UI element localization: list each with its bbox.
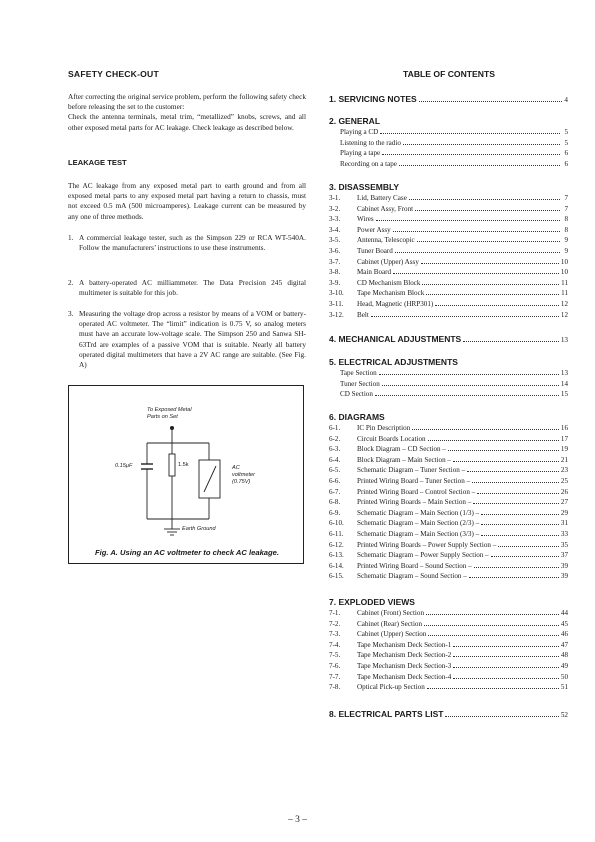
toc-entry-number: 6-14. — [329, 561, 344, 570]
voltmeter-body — [199, 460, 220, 498]
leader-dots — [382, 385, 559, 386]
leader-dots — [371, 316, 559, 317]
leader-dots — [453, 656, 559, 657]
toc-entry-page: 6 — [564, 159, 568, 168]
toc-entry-number: 3-9. — [329, 278, 341, 287]
toc-entry-number: 7-2. — [329, 619, 341, 628]
toc-section-3-heading: 3. DISASSEMBLY — [329, 182, 400, 192]
toc-entry-number: 6-9. — [329, 508, 341, 517]
figure-caption: Fig. A. Using an AC voltmeter to check AC leakage. — [95, 548, 279, 557]
toc-entry-number: 6-11. — [329, 530, 344, 538]
toc-entry-number: 6-2. — [329, 434, 341, 443]
toc-entry-number: 6-5. — [329, 466, 341, 475]
leader-dots — [424, 625, 559, 626]
toc-entry[interactable] — [329, 661, 568, 671]
toc-entry[interactable] — [329, 640, 568, 650]
toc-entry-number: 7-7. — [329, 672, 341, 681]
toc-entry-label: Head, Magnetic (HRP301) — [357, 300, 434, 308]
toc-entry-number: 6-1. — [329, 424, 341, 432]
toc-entry-label: Recording on a tape — [340, 159, 397, 168]
toc-entry-page: 51 — [560, 683, 568, 692]
toc-section-8[interactable]: 8. ELECTRICAL PARTS LIST 52 — [329, 709, 568, 719]
toc-entry-page: 27 — [560, 498, 568, 507]
toc-entry-number: 3-11. — [329, 300, 344, 308]
leader-dots — [409, 199, 560, 200]
toc-entry-number: 6-8. — [329, 498, 341, 507]
toc-title: TABLE OF CONTENTS — [403, 69, 495, 79]
leader-dots — [415, 210, 560, 211]
toc-entry-number: 3-1. — [329, 194, 341, 202]
leader-dots — [469, 577, 559, 578]
toc-entry-page: 35 — [560, 540, 568, 549]
toc-entry-label: IC Pin Description — [357, 424, 411, 432]
toc-entry-number: 6-12. — [329, 540, 344, 549]
toc-entry-number: 7-5. — [329, 651, 341, 660]
leader-dots — [453, 678, 559, 679]
toc-entry-page: 5 — [564, 138, 568, 147]
toc-entry-label: Printed Wiring Board – Control Section – — [357, 487, 476, 496]
intro-text-2: Check the antenna terminals, metal trim, “metallized” knobs, screws, and all other exposed metal parts for AC leakage. Check leakage as described below. — [68, 112, 306, 132]
toc-entry[interactable] — [329, 487, 568, 497]
toc-entry-label: Tape Mechanism Block — [357, 289, 425, 298]
toc-entry-page: 33 — [560, 530, 568, 538]
toc-entry[interactable] — [329, 193, 568, 203]
toc-entry-page: 9 — [564, 247, 568, 255]
toc-entry-label: Cabinet (Upper) Section — [357, 630, 427, 639]
leader-dots — [448, 450, 559, 451]
toc-entry-page: 31 — [560, 519, 568, 528]
capacitor-label: 0.15μF — [115, 463, 133, 469]
toc-entry[interactable] — [329, 682, 568, 692]
method-text: A commercial leakage tester, such as the Simpson 229 or RCA WT-540A. Follow the manufacturers’ instructions to use these instruments. — [79, 233, 306, 253]
toc-entry-number: 7-1. — [329, 609, 341, 617]
toc-entry[interactable] — [329, 476, 568, 486]
safety-checkout-title: SAFETY CHECK-OUT — [68, 69, 159, 79]
toc-entry-label: Cabinet Assy, Front — [357, 204, 414, 213]
leader-dots — [428, 635, 559, 636]
toc-entry-page: 7 — [564, 194, 568, 202]
toc-entry-label: Wires — [357, 215, 374, 224]
probe-point — [170, 426, 173, 429]
toc-entry[interactable] — [329, 608, 568, 618]
toc-entry[interactable] — [340, 379, 568, 389]
toc-entry-number: 3-3. — [329, 215, 341, 224]
toc-entry[interactable] — [329, 529, 568, 539]
toc-entry-page: 49 — [560, 662, 568, 670]
toc-entry-number: 3-12. — [329, 310, 344, 319]
toc-entry-page: 39 — [560, 561, 568, 570]
toc-entry[interactable] — [329, 550, 568, 560]
leader-dots — [399, 165, 560, 166]
toc-entry-page: 14 — [560, 379, 568, 388]
toc-entry-label: Playing a CD — [340, 128, 379, 136]
toc-entry[interactable] — [340, 138, 568, 148]
toc-entry[interactable] — [329, 257, 568, 267]
leader-dots — [403, 144, 560, 145]
leader-dots — [379, 374, 559, 375]
toc-entry[interactable] — [340, 368, 568, 378]
toc-entry-label: Antenna, Telescopic — [357, 236, 415, 245]
toc-entry-label: Belt — [357, 310, 369, 319]
toc-entry[interactable] — [329, 278, 568, 288]
toc-entry-page: 15 — [560, 390, 568, 399]
resistor-body — [169, 454, 175, 476]
toc-entry-page: 26 — [560, 487, 568, 496]
toc-entry-label: Tuner Section — [340, 379, 380, 388]
toc-entry-label: Tape Mechanism Deck Section-3 — [357, 662, 452, 670]
toc-entry-label: Printed Wiring Boards – Power Supply Section – — [357, 540, 497, 549]
toc-entry-number: 6-15. — [329, 572, 344, 581]
toc-entry-number: 6-10. — [329, 519, 344, 528]
leader-dots — [417, 241, 560, 242]
toc-entry-page: 11 — [561, 289, 568, 298]
toc-entry[interactable] — [329, 246, 568, 256]
toc-entry[interactable] — [329, 650, 568, 660]
toc-entry-label: Cabinet (Upper) Assy — [357, 257, 419, 266]
leader-dots — [498, 546, 559, 547]
leader-dots — [393, 273, 559, 274]
toc-entry-number: 7-6. — [329, 662, 341, 670]
toc-section-5-heading: 5. ELECTRICAL ADJUSTMENTS — [329, 357, 458, 367]
toc-entry-label: Listening to the radio — [340, 138, 401, 147]
toc-entry-label: Cabinet (Rear) Section — [357, 619, 423, 628]
page-number: – 3 – — [288, 815, 307, 825]
toc-entry-label: Schematic Diagram – Tuner Section – — [357, 466, 466, 475]
leakage-test-heading: LEAKAGE TEST — [68, 158, 127, 167]
toc-entry-page: 48 — [560, 651, 568, 660]
toc-entry-number: 6-7. — [329, 487, 341, 496]
toc-entry[interactable] — [329, 288, 568, 298]
toc-entry-page: 13 — [560, 369, 568, 377]
toc-entry-label: Printed Wiring Boards – Main Section – — [357, 498, 472, 507]
toc-entry-label: Printed Wiring Board – Sound Section – — [357, 561, 472, 570]
leader-dots — [481, 535, 559, 536]
leader-dots — [477, 493, 559, 494]
leader-dots — [380, 133, 560, 134]
method-item-1 — [68, 233, 306, 253]
method-text: Measuring the voltage drop across a resistor by means of a VOM or battery-operated AC voltmeter. The “limit” indication is 0.75 V, so analog meters must have an accurate low-voltage scale. The Simpson 250 and Sanwa SH-63Trd are examples of a passive VOM that is suitable. Nearly all battery operated digital multimeters that have a 2V AC range are suitable. (See Fig. A) — [79, 309, 306, 370]
toc-entry-page: 25 — [560, 477, 568, 485]
toc-section-6-heading: 6. DIAGRAMS — [329, 412, 385, 422]
toc-entry[interactable] — [329, 619, 568, 629]
leader-dots — [474, 567, 559, 568]
toc-entry-number: 3-5. — [329, 236, 341, 245]
toc-entry-number: 6-4. — [329, 455, 341, 464]
leader-dots — [453, 646, 559, 647]
leader-dots — [426, 294, 559, 295]
toc-entry-page: 12 — [560, 300, 568, 308]
toc-entry-number: 3-10. — [329, 289, 344, 298]
toc-entry-page: 29 — [560, 508, 568, 517]
toc-entry-number: 7-8. — [329, 683, 341, 692]
toc-entry-label: Tape Mechanism Deck Section-1 — [357, 640, 452, 649]
toc-entry-page: 50 — [560, 672, 568, 681]
toc-entry-label: CD Mechanism Block — [357, 278, 421, 287]
toc-entry-number: 6-6. — [329, 477, 341, 485]
toc-entry-label: Circuit Boards Location — [357, 434, 426, 443]
toc-entry[interactable] — [329, 497, 568, 507]
leader-dots — [428, 440, 559, 441]
toc-entry[interactable] — [329, 423, 568, 433]
toc-entry-page: 10 — [560, 257, 568, 266]
toc-entry-label: Schematic Diagram – Main Section (2/3) – — [357, 519, 480, 528]
toc-entry-page: 8 — [564, 215, 568, 224]
toc-entry-page: 46 — [560, 630, 568, 639]
toc-entry-page: 45 — [560, 619, 568, 628]
toc-entry-label: Schematic Diagram – Sound Section – — [357, 572, 467, 581]
toc-entry-page: 12 — [560, 310, 568, 319]
toc-entry[interactable] — [329, 214, 568, 224]
toc-entry-page: 6 — [564, 149, 568, 158]
toc-entry-label: Lid, Battery Case — [357, 194, 407, 202]
toc-entry[interactable] — [340, 127, 568, 137]
toc-entry[interactable] — [329, 540, 568, 550]
toc-entry[interactable] — [329, 672, 568, 682]
leader-dots — [393, 231, 560, 232]
toc-entry[interactable] — [329, 434, 568, 444]
toc-entry[interactable] — [329, 444, 568, 454]
intro-paragraph — [68, 92, 306, 133]
leader-dots — [395, 252, 560, 253]
toc-entry-label: Schematic Diagram – Main Section (1/3) – — [357, 508, 480, 517]
toc-entry-label: Power Assy — [357, 225, 391, 234]
leader-dots — [472, 482, 559, 483]
toc-entry-label: Tape Mechanism Deck Section-2 — [357, 651, 452, 660]
toc-entry-number: 7-3. — [329, 630, 341, 639]
leader-dots — [382, 154, 560, 155]
leader-dots — [421, 263, 559, 264]
toc-entry-label: Optical Pick-up Section — [357, 683, 425, 692]
toc-entry-label: CD Section — [340, 390, 373, 399]
toc-entry[interactable] — [329, 508, 568, 518]
toc-section-7-heading: 7. EXPLODED VIEWS — [329, 597, 415, 607]
toc-entry-label: Block Diagram – Main Section – — [357, 455, 451, 464]
toc-entry-label: Tape Section — [340, 369, 377, 377]
toc-entry-label: Schematic Diagram – Power Supply Section – — [357, 551, 489, 560]
toc-entry[interactable] — [329, 267, 568, 277]
leakage-paragraph: The AC leakage from any exposed metal part to earth ground and from all exposed metal parts to any exposed metal part having a return to chassis, must not exceed 0.5 mA (500 microamperes). Leakage current can be measured by any one of three methods. — [68, 181, 306, 221]
toc-entry[interactable] — [329, 629, 568, 639]
toc-entry-page: 37 — [560, 551, 568, 560]
toc-entry-page: 9 — [564, 236, 568, 245]
toc-entry[interactable] — [329, 225, 568, 235]
toc-entry-label: Cabinet (Front) Section — [357, 609, 424, 617]
method-item-2 — [68, 278, 306, 298]
toc-entry-number: 7-4. — [329, 640, 341, 649]
method-text: A battery-operated AC milliammeter. The Data Precision 245 digital multimeter is suitable for this job. — [79, 278, 306, 298]
leader-dots — [426, 614, 559, 615]
toc-entry-number: 3-8. — [329, 268, 341, 277]
toc-entry[interactable] — [329, 455, 568, 465]
leader-dots — [375, 395, 559, 396]
leader-dots — [453, 461, 559, 462]
toc-entry-number: 6-13. — [329, 551, 344, 560]
probe-label: To Exposed Metal Parts on Set — [147, 407, 192, 420]
leader-dots — [467, 471, 559, 472]
toc-entry-page: 10 — [560, 268, 568, 277]
ground-label: Earth Ground — [182, 526, 216, 532]
toc-entry[interactable] — [329, 235, 568, 245]
toc-entry-number: 3-6. — [329, 247, 341, 255]
toc-entry-number: 3-7. — [329, 257, 341, 266]
toc-entry-page: 44 — [560, 609, 568, 617]
leader-dots — [491, 556, 559, 557]
method-number: 1. — [68, 233, 74, 242]
toc-entry-label: Main Board — [357, 268, 392, 277]
leader-dots — [435, 305, 559, 306]
method-number: 3. — [68, 309, 74, 318]
figure-a-box — [68, 385, 304, 564]
toc-entry-number: 3-2. — [329, 204, 341, 213]
toc-entry-page: 7 — [564, 204, 568, 213]
toc-section-2-heading: 2. GENERAL — [329, 116, 381, 126]
toc-entry[interactable] — [329, 518, 568, 528]
toc-entry[interactable] — [329, 561, 568, 571]
toc-entry[interactable] — [329, 299, 568, 309]
toc-entry-page: 8 — [564, 225, 568, 234]
method-number: 2. — [68, 278, 74, 287]
method-item-3 — [68, 309, 306, 370]
toc-entry-number: 6-3. — [329, 445, 341, 454]
toc-entry-label: Printed Wiring Board – Tuner Section – — [357, 477, 471, 485]
leader-dots — [453, 667, 559, 668]
toc-entry-page: 5 — [564, 128, 568, 136]
toc-entry-label: Schematic Diagram – Main Section (3/3) – — [357, 530, 480, 538]
toc-entry[interactable] — [340, 389, 568, 399]
toc-entry-label: Block Diagram – CD Section – — [357, 445, 446, 454]
toc-entry-page: 17 — [560, 434, 568, 443]
toc-entry[interactable] — [329, 465, 568, 475]
toc-section-4[interactable]: 4. MECHANICAL ADJUSTMENTS 13 — [329, 334, 568, 344]
toc-entry-page: 19 — [560, 445, 568, 454]
leader-dots — [427, 688, 559, 689]
toc-entry-number: 3-4. — [329, 225, 341, 234]
toc-entry[interactable] — [329, 571, 568, 581]
toc-entry-page: 16 — [560, 424, 568, 432]
voltmeter-label: AC voltmeter (0.75V) — [232, 465, 256, 485]
leader-dots — [412, 429, 559, 430]
toc-entry[interactable] — [329, 310, 568, 320]
toc-entry[interactable] — [340, 159, 568, 169]
toc-entry-page: 23 — [560, 466, 568, 475]
toc-entry-page: 47 — [560, 640, 568, 649]
toc-entry[interactable] — [340, 148, 568, 158]
leader-dots — [376, 220, 560, 221]
leader-dots — [481, 524, 559, 525]
toc-entry-page: 21 — [560, 455, 568, 464]
leader-dots — [422, 284, 559, 285]
toc-entry-page: 11 — [561, 278, 568, 287]
toc-entry-label: Tuner Board — [357, 247, 393, 255]
intro-text-1: After correcting the original service problem, perform the following safety check before releasing the set to the customer: — [68, 92, 306, 112]
toc-entry-page: 39 — [560, 572, 568, 581]
resistor-label: 1.5k — [178, 462, 189, 468]
toc-entry[interactable] — [329, 204, 568, 214]
leader-dots — [473, 503, 559, 504]
toc-entry-label: Playing a tape — [340, 149, 381, 158]
leader-dots — [481, 514, 559, 515]
toc-section-1[interactable]: 1. SERVICING NOTES 4 — [329, 94, 568, 104]
toc-entry-label: Tape Mechanism Deck Section-4 — [357, 672, 452, 681]
